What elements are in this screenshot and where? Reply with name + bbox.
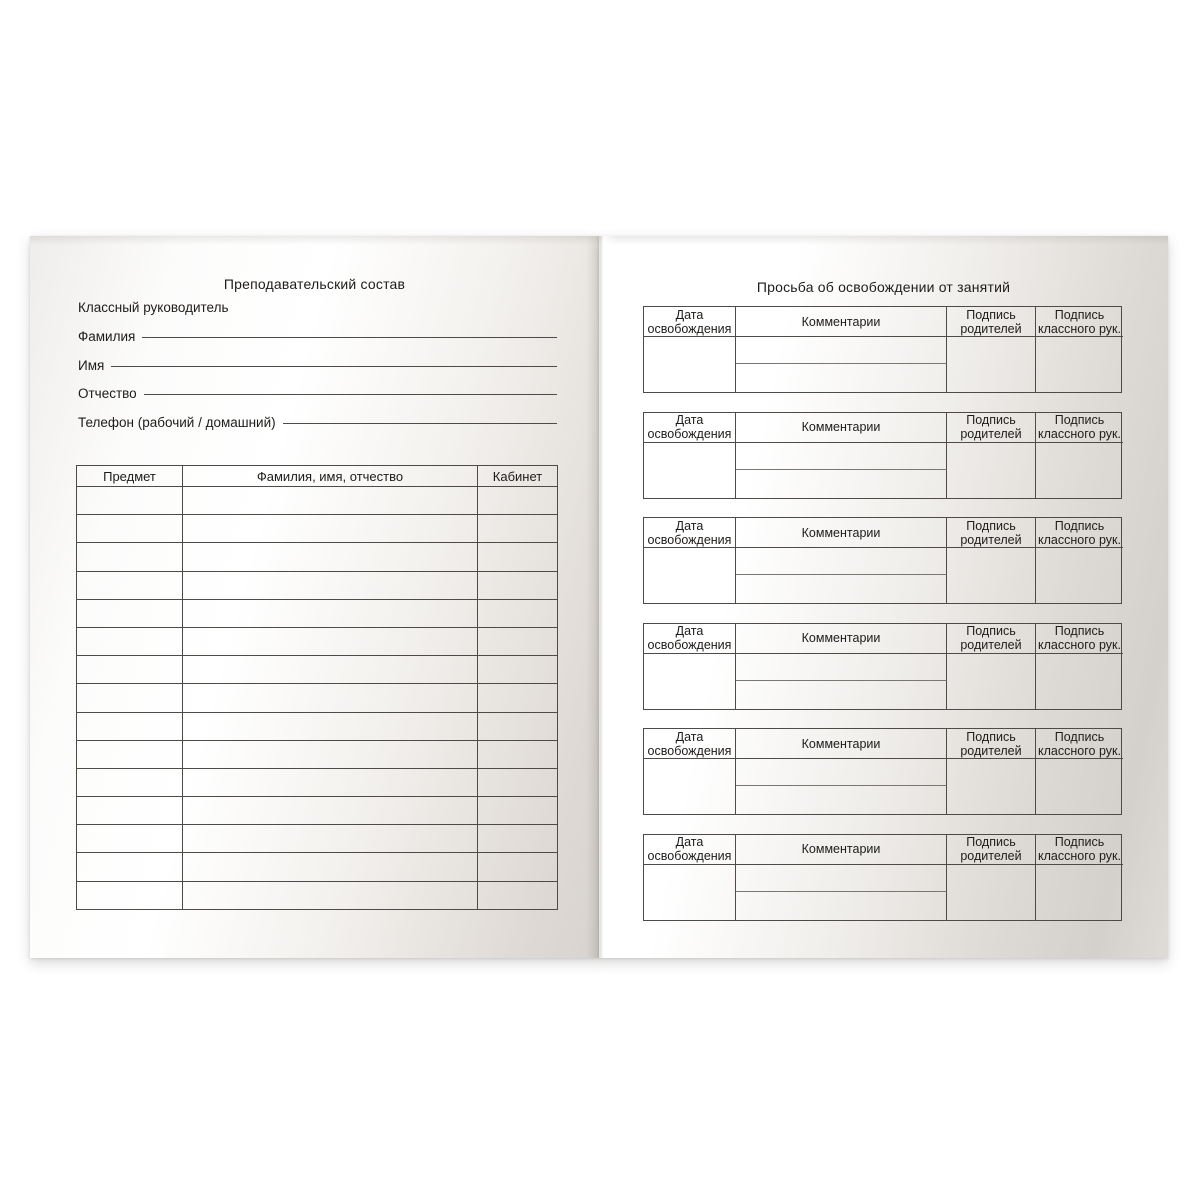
teachers-table-cell <box>77 487 183 515</box>
teachers-table-cell <box>183 543 478 571</box>
class-teacher-signature-cell <box>1036 865 1123 920</box>
comment-cell-top <box>736 654 947 681</box>
parents-signature-cell <box>947 443 1036 498</box>
teachers-table-row <box>77 768 558 796</box>
comment-cell-bottom <box>736 470 947 498</box>
parents-signature-header-cell: Подпись родителей <box>947 518 1036 548</box>
teachers-table-head <box>77 466 558 487</box>
teachers-table-cell <box>183 627 478 655</box>
teachers-table-row <box>77 487 558 515</box>
release-blocks <box>643 306 1122 939</box>
class-teacher-signature-header-cell: Подпись классного рук. <box>1036 518 1123 548</box>
release-block <box>643 306 1122 393</box>
teachers-table-header-cell: Предмет <box>77 466 183 487</box>
comments-header-cell: Комментарии <box>736 835 947 865</box>
teachers-table-row <box>77 515 558 543</box>
teachers-table-cell <box>77 627 183 655</box>
teachers-table-row <box>77 571 558 599</box>
teachers-table-cell <box>478 543 558 571</box>
teachers-table-row <box>77 797 558 825</box>
left-page-title: Преподавательский состав <box>223 276 406 292</box>
class-teacher-signature-cell <box>1036 654 1123 709</box>
teachers-table-cell <box>478 599 558 627</box>
teachers-table-cell <box>77 712 183 740</box>
teachers-table-cell <box>478 797 558 825</box>
teachers-table-cell <box>183 712 478 740</box>
teachers-table-cell <box>183 656 478 684</box>
comment-cell-bottom <box>736 892 947 920</box>
field-fill-in-line <box>142 337 557 338</box>
parents-signature-cell <box>947 759 1036 814</box>
field-label: Телефон (рабочий / домашний) <box>78 415 276 431</box>
teachers-table-cell <box>183 825 478 853</box>
class-teacher-signature-cell <box>1036 337 1123 392</box>
comment-cell-top <box>736 759 947 786</box>
teachers-table-row <box>77 543 558 571</box>
teachers-table-cell <box>478 768 558 796</box>
teachers-table-cell <box>478 853 558 881</box>
class-teacher-signature-header-cell: Подпись классного рук. <box>1036 624 1123 654</box>
teachers-table-cell <box>77 825 183 853</box>
teachers-table-cell <box>478 515 558 543</box>
release-block <box>643 517 1122 604</box>
teachers-table-cell <box>183 768 478 796</box>
comment-cell-bottom <box>736 575 947 603</box>
teachers-table-cell <box>77 515 183 543</box>
field-label: Фамилия <box>78 328 136 344</box>
teachers-table-cell <box>183 487 478 515</box>
release-date-cell <box>644 759 736 814</box>
field-label: Отчество <box>78 386 137 402</box>
parents-signature-header-cell: Подпись родителей <box>947 307 1036 337</box>
release-date-header-cell: Дата освобождения <box>644 624 736 654</box>
release-date-header-cell: Дата освобождения <box>644 835 736 865</box>
teachers-table-cell <box>183 571 478 599</box>
field-label: Имя <box>78 357 105 373</box>
release-date-cell <box>644 654 736 709</box>
release-block <box>643 834 1122 921</box>
teachers-table-cell <box>77 543 183 571</box>
teachers-table-cell <box>183 684 478 712</box>
right-page-title: Просьба об освобождении от занятий <box>756 279 1011 295</box>
right-page <box>599 236 1168 958</box>
teachers-table-cell <box>478 571 558 599</box>
teachers-table-cell <box>77 768 183 796</box>
field-fill-in-line <box>144 394 557 395</box>
release-date-cell <box>644 337 736 392</box>
parents-signature-cell <box>947 865 1036 920</box>
release-block <box>643 728 1122 815</box>
teachers-table-cell <box>77 684 183 712</box>
release-date-header-cell: Дата освобождения <box>644 729 736 759</box>
class-teacher-signature-header-cell: Подпись классного рук. <box>1036 413 1123 443</box>
teachers-table-cell <box>478 656 558 684</box>
teachers-table-row <box>77 853 558 881</box>
comment-cell-bottom <box>736 786 947 814</box>
teachers-table-header-cell: Кабинет <box>478 466 558 487</box>
field-row <box>78 300 557 329</box>
teachers-table-body <box>77 487 558 910</box>
teachers-table-cell <box>77 740 183 768</box>
field-fill-in-line <box>283 423 557 424</box>
parents-signature-header-cell: Подпись родителей <box>947 835 1036 865</box>
teachers-table-cell <box>77 656 183 684</box>
comments-header-cell: Комментарии <box>736 518 947 548</box>
teachers-table <box>76 465 558 910</box>
release-date-cell <box>644 443 736 498</box>
left-page <box>30 236 599 958</box>
teachers-table-cell <box>478 684 558 712</box>
teachers-table-row <box>77 712 558 740</box>
teachers-table-cell <box>183 515 478 543</box>
comments-header-cell: Комментарии <box>736 413 947 443</box>
teachers-table-cell <box>77 797 183 825</box>
teachers-table-row <box>77 881 558 909</box>
class-teacher-signature-header-cell: Подпись классного рук. <box>1036 307 1123 337</box>
field-label: Классный руководитель <box>78 300 229 315</box>
teachers-table-cell <box>77 571 183 599</box>
teachers-table-cell <box>183 599 478 627</box>
teachers-table-cell <box>77 881 183 909</box>
teachers-table-row <box>77 825 558 853</box>
release-date-header-cell: Дата освобождения <box>644 307 736 337</box>
teachers-table-cell <box>478 487 558 515</box>
comment-cell-bottom <box>736 681 947 709</box>
parents-signature-header-cell: Подпись родителей <box>947 413 1036 443</box>
teachers-table-cell <box>183 740 478 768</box>
field-row <box>78 386 557 415</box>
release-date-cell <box>644 865 736 920</box>
field-fill-in-line <box>111 366 557 367</box>
teachers-table-row <box>77 684 558 712</box>
teachers-table-row <box>77 740 558 768</box>
comment-cell-top <box>736 337 947 364</box>
parents-signature-header-cell: Подпись родителей <box>947 624 1036 654</box>
class-teacher-signature-header-cell: Подпись классного рук. <box>1036 729 1123 759</box>
teachers-table-cell <box>183 853 478 881</box>
release-block <box>643 412 1122 499</box>
release-date-header-cell: Дата освобождения <box>644 518 736 548</box>
field-row <box>78 358 557 387</box>
release-date-cell <box>644 548 736 603</box>
release-date-header-cell: Дата освобождения <box>644 413 736 443</box>
teachers-table-row <box>77 599 558 627</box>
teachers-table-row <box>77 656 558 684</box>
comments-header-cell: Комментарии <box>736 624 947 654</box>
parents-signature-cell <box>947 337 1036 392</box>
comment-cell-top <box>736 443 947 470</box>
comments-header-cell: Комментарии <box>736 729 947 759</box>
comment-cell-bottom <box>736 364 947 392</box>
comment-cell-top <box>736 548 947 575</box>
teachers-table-row <box>77 627 558 655</box>
comment-cell-top <box>736 865 947 892</box>
teachers-table-cell <box>478 740 558 768</box>
teachers-table-cell <box>478 881 558 909</box>
class-teacher-signature-cell <box>1036 443 1123 498</box>
parents-signature-cell <box>947 548 1036 603</box>
field-row <box>78 329 557 358</box>
teachers-table-header-row <box>77 466 558 487</box>
parents-signature-cell <box>947 654 1036 709</box>
teachers-table-cell <box>478 712 558 740</box>
teachers-table-header-cell: Фамилия, имя, отчество <box>183 466 478 487</box>
teacher-fields <box>78 300 557 444</box>
class-teacher-signature-header-cell: Подпись классного рук. <box>1036 835 1123 865</box>
teachers-table-cell <box>183 881 478 909</box>
class-teacher-signature-cell <box>1036 759 1123 814</box>
field-row <box>78 415 557 444</box>
parents-signature-header-cell: Подпись родителей <box>947 729 1036 759</box>
teachers-table-cell <box>77 599 183 627</box>
diary-spread <box>30 236 1168 958</box>
teachers-table-cell <box>478 627 558 655</box>
release-block <box>643 623 1122 710</box>
teachers-table-cell <box>183 797 478 825</box>
teachers-table-cell <box>478 825 558 853</box>
class-teacher-signature-cell <box>1036 548 1123 603</box>
comments-header-cell: Комментарии <box>736 307 947 337</box>
teachers-table-cell <box>77 853 183 881</box>
